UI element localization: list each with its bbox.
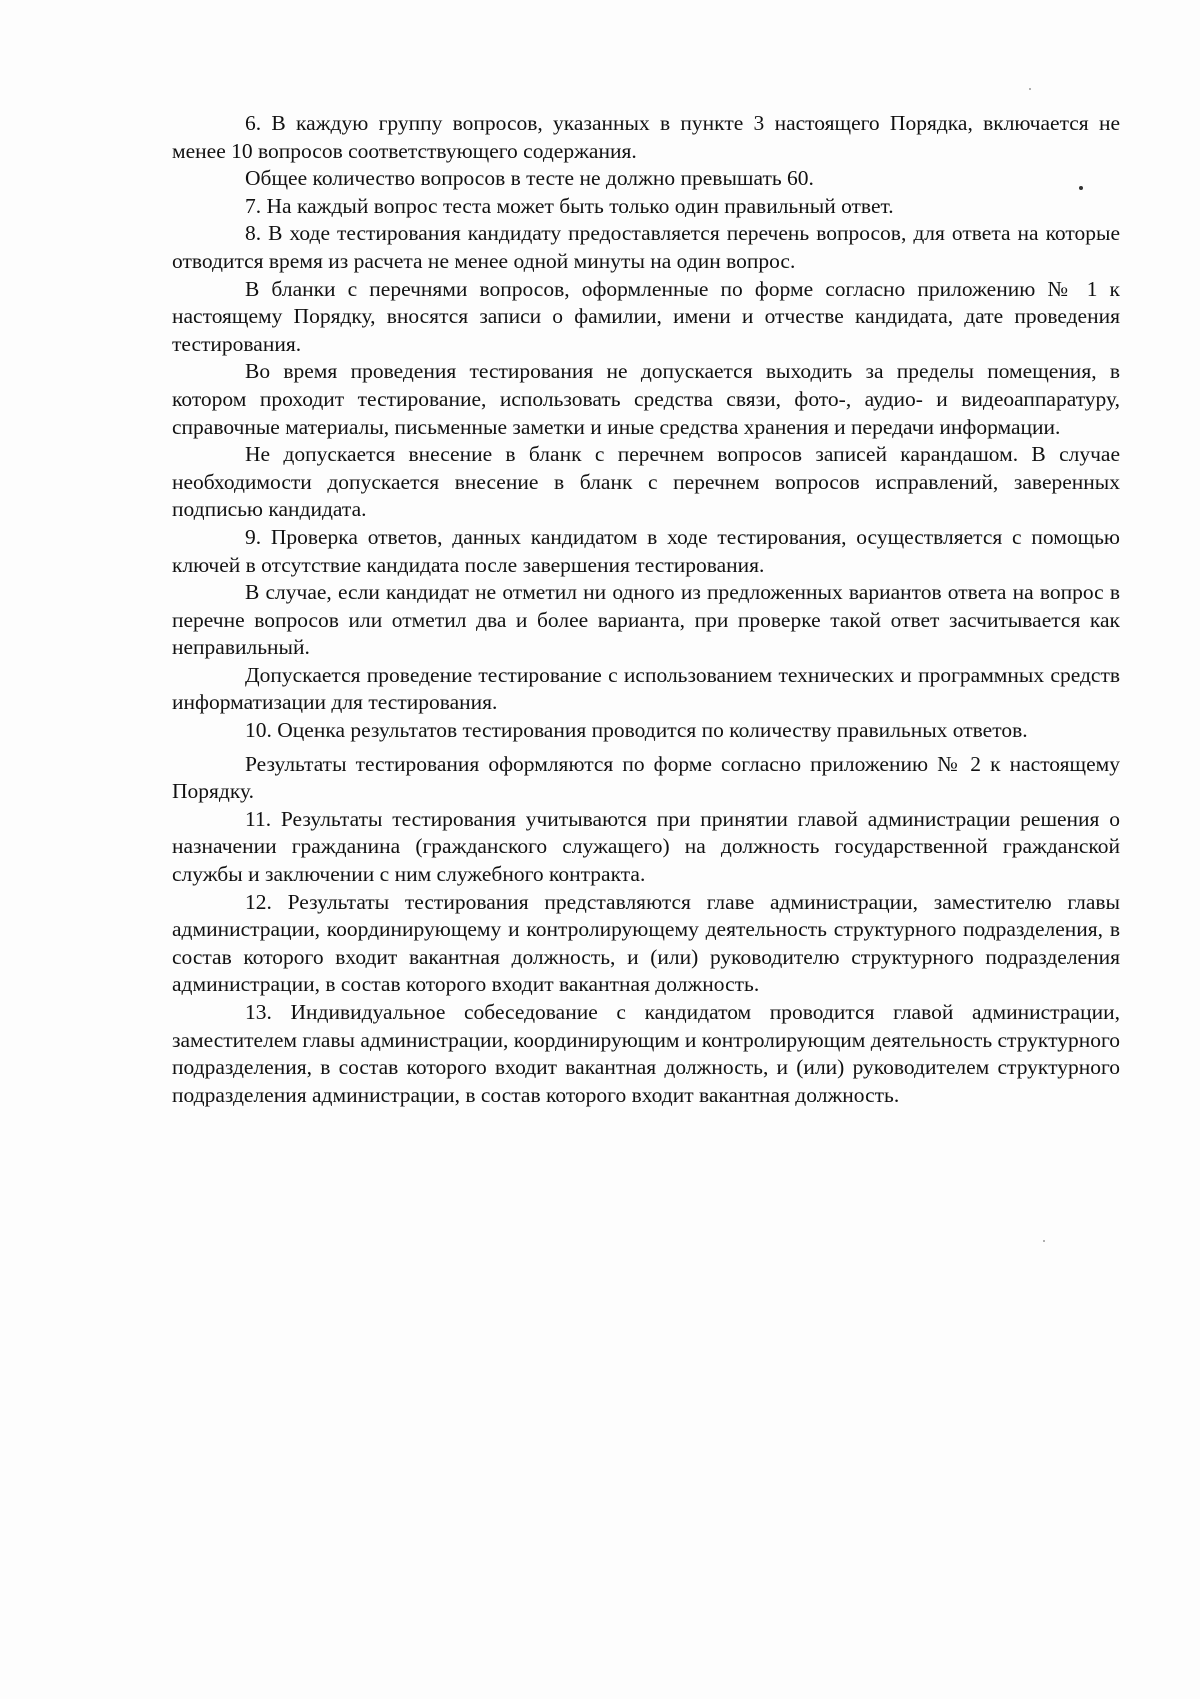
paragraph-11: 11. Результаты тестирования учитываются при принятии главой администрации решения о назначении гражданина (гражданского служащего) на должность государственной гражданской службы и заключении с ним служебного контракта. [172,806,1120,887]
paragraph-13: 13. Индивидуальное собеседование с кандидатом проводится главой администрации, заместителем главы администрации, координирующим и контролирующим деятельность структурного подразделения, в состав которого входит вакантная должность, и (или) руководителем структурного подразделения администрации, в состав которого входит вакантная должность. [172,1000,1120,1107]
paragraph-9: 9. Проверка ответов, данных кандидатом в ходе тестирования, осуществляется с помощью ключей в отсутствие кандидата после завершения тестирования. [172,524,1120,577]
paragraph-6-total-questions: Общее количество вопросов в тесте не должно превышать 60. [245,166,814,191]
document-body [172,110,1120,1109]
paragraph-8-restrictions: Во время проведения тестирования не допускается выходить за пределы помещения, в котором проходит тестирование, использовать средства связи, фото-, аудио- и видеоаппаратуру, справочные материалы, письменные заметки и иные средства хранения и передачи информации. [172,359,1120,439]
scan-speck [1079,186,1083,190]
paragraph-8-forms: В бланки с перечнями вопросов, оформленные по форме согласно приложению № 1 к настоящему Порядку, вносятся записи о фамилии, имени и отчестве кандидата, дате проведения тестирования. [172,276,1120,356]
paragraph-6: 6. В каждую группу вопросов, указанных в пункте 3 настоящего Порядка, включается не менее 10 вопросов соответствующего содержания. [172,111,1120,163]
paragraph-8-pencil: Не допускается внесение в бланк с перечнем вопросов записей карандашом. В случае необходимости допускается внесение в бланк с перечнем вопросов исправлений, заверенных подписью кандидата. [172,442,1120,522]
scan-speck [1029,88,1031,90]
paragraph-10: 10. Оценка результатов тестирования проводится по количеству правильных ответов. [245,718,1028,743]
paragraph-10-results: Результаты тестирования оформляются по форме согласно приложению № 2 к настоящему Порядку. [172,751,1120,804]
paragraph-9-technical: Допускается проведение тестирование с использованием технических и программных средств информатизации для тестирования. [172,662,1120,715]
paragraph-9-unanswered: В случае, если кандидат не отметил ни одного из предложенных вариантов ответа на вопрос в перечне вопросов или отметил два и более варианта, при проверке такой ответ засчитывается как неправильный. [172,580,1120,660]
scan-speck [1043,1240,1045,1242]
paragraph-7: 7. На каждый вопрос теста может быть только один правильный ответ. [245,193,894,218]
paragraph-8: 8. В ходе тестирования кандидату предоставляется перечень вопросов, для ответа на которые отводится время из расчета не менее одной минуты на один вопрос. [172,221,1120,273]
paragraph-12: 12. Результаты тестирования представляются главе администрации, заместителю главы администрации, координирующему и контролирующему деятельность структурного подразделения, в состав которого входит вакантная должность, и (или) руководителю структурного подразделения администрации, в состав которого входит вакантная должность. [172,889,1120,997]
